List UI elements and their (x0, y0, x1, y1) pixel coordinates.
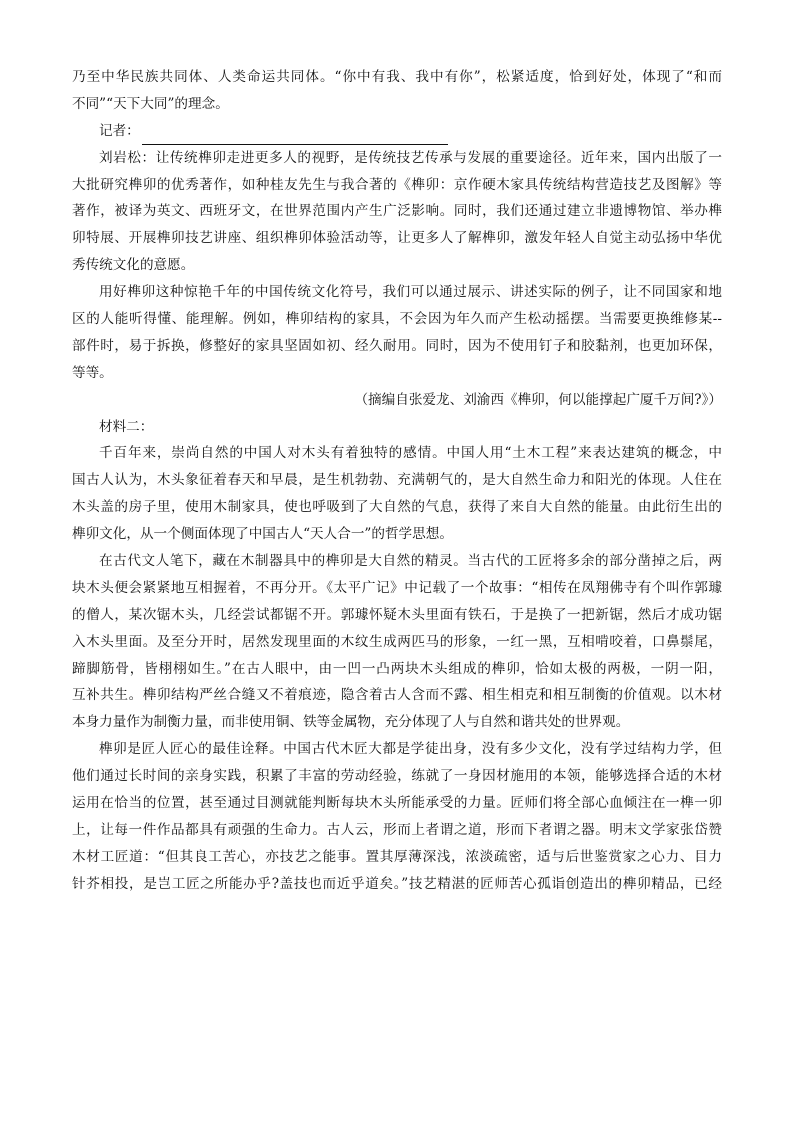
line-text: 针芥相投，是岂工匠之所能办乎?盖技也而近乎道矣。”技艺精湛的匠师苦心孤诣创造出的榫卯精品，已经 (72, 875, 722, 892)
document-page (72, 64, 722, 898)
line-text: 区的人能听得懂、能理解。例如，榫卯结构的家具，不会因为年久而产生松动摇摆。当需要更换维修某-- (72, 311, 722, 328)
text-line (72, 64, 722, 91)
line-text: 在古代文人笔下，藏在木制器具中的榫卯是大自然的精灵。当古代的工匠将多余的部分凿掉之后，两 (99, 553, 722, 570)
line-text: 材料二： (99, 418, 154, 435)
line-text: 部件时，易于拆换，修整好的家具坚固如初、经久耐用。同时，因为不使用钉子和胶黏剂，也更加环保， (72, 337, 722, 354)
text-line (72, 306, 722, 333)
text-line (72, 736, 722, 763)
line-text: 木头盖的房子里，使用木制家具，使也呼吸到了大自然的气息，获得了来自大自然的能量。由此衍生出的 (72, 499, 722, 516)
text-line (72, 602, 722, 629)
line-text: 块木头便会紧紧地互相握着，不再分开。《太平广记》中记载了一个故事：“相传在凤翔佛寺有个叫作郭璩 (72, 579, 722, 596)
line-text: 榫卯是匠人匠心的最佳诠释。中国古代木匠大都是学徒出身，没有多少文化，没有学过结构力学，但 (99, 741, 722, 758)
line-text: 卯特展、开展榫卯技艺讲座、组织榫卯体验活动等，让更多人了解榫卯，激发年轻人自觉主动弘扬中华优 (72, 230, 722, 247)
text-line (72, 414, 722, 441)
line-text: 国古人认为，木头象征着春天和早晨，是生机勃勃、充满朝气的，是大自然生命力和阳光的体现。人住在 (72, 472, 722, 489)
line-text: 本身力量作为制衡力量，而非使用铜、铁等金属物，充分体现了人与自然和谐共处的世界观。 (72, 714, 630, 731)
answer-blank[interactable] (142, 127, 448, 145)
text-line (72, 682, 722, 709)
text-line (72, 172, 722, 199)
line-text: 榫卯文化，从一个侧面体现了中国古人“天人合一”的哲学思想。 (72, 526, 453, 543)
text-line (72, 198, 722, 225)
text-line (72, 548, 722, 575)
text-line (72, 656, 722, 683)
text-line (72, 763, 722, 790)
text-line (72, 440, 722, 467)
text-line (72, 871, 722, 898)
line-text: 他们通过长时间的亲身实践，积累了丰富的劳动经验，练就了一身因材施用的本领，能够选择合适的木材 (72, 768, 722, 785)
line-text: 用好榫卯这种惊艳千年的中国传统文化符号，我们可以通过展示、讲述实际的例子，让不同国家和地 (99, 284, 722, 301)
text-line (72, 575, 722, 602)
line-text: 大批研究榫卯的优秀著作，如种桂友先生与我合著的《榫卯：京作硬木家具传统结构营造技艺及图解》等 (72, 176, 722, 193)
line-text: 的僧人，某次锯木头，几经尝试都锯不开。郭璩怀疑木头里面有铁石，于是换了一把新锯，然后才成功锯 (72, 606, 722, 623)
text-line (72, 387, 722, 414)
text-line (72, 467, 722, 494)
text-line (72, 118, 722, 145)
text-line (72, 844, 722, 871)
line-text: 记者： (99, 122, 140, 139)
line-text: （摘编自张爱龙、刘渝西《榫卯，何以能撑起广厦千万间?》） (354, 391, 722, 408)
text-line (72, 252, 722, 279)
line-text: 上，让每一件作品都具有顽强的生命力。古人云，形而上者谓之道，形而下者谓之器。明末文学家张岱赞 (72, 821, 722, 838)
line-text: 乃至中华民族共同体、人类命运共同体。“你中有我、我中有你”，松紧适度，恰到好处，体现了“和而 (72, 69, 722, 85)
text-line (72, 333, 722, 360)
line-text: 入木头里面。及至分开时，居然发现里面的木纹生成两匹马的形象，一红一黑，互相啃咬着，口鼻鬃尾， (72, 633, 722, 650)
text-line (72, 709, 722, 736)
line-text: 等等。 (72, 364, 113, 381)
line-text: 互补共生。榫卯结构严丝合缝又不着痕迹，隐含着古人含而不露、相生相克和相互制衡的价值观。以木材 (72, 687, 722, 704)
text-line (72, 790, 722, 817)
line-text: 运用在恰当的位置，甚至通过目测就能判断每块木头所能承受的力量。匠师们将全部心血倾注在一榫一卯 (72, 795, 722, 812)
line-text: 刘岩松：让传统榫卯走进更多人的视野，是传统技艺传承与发展的重要途径。近年来，国内出版了一 (99, 149, 722, 166)
line-text: 秀传统文化的意愿。 (72, 257, 195, 274)
text-line (72, 629, 722, 656)
line-text: 木材工匠道：“但其良工苦心，亦技艺之能事。置其厚薄深浅，浓淡疏密，适与后世鉴赏家之心力、目力 (72, 848, 722, 865)
line-text: 著作，被译为英文、西班牙文，在世界范围内产生广泛影响。同时，我们还通过建立非遗博物馆、举办榫 (72, 203, 722, 220)
line-text: 蹄脚筋骨，皆栩栩如生。”在古人眼中，由一凹一凸两块木头组成的榫卯，恰如太极的两极，一阴一阳， (72, 660, 722, 677)
text-line (72, 279, 722, 306)
text-line (72, 494, 722, 521)
text-line (72, 521, 722, 548)
line-text: 千百年来，崇尚自然的中国人对木头有着独特的感情。中国人用“土木工程”来表达建筑的概念，中 (99, 445, 722, 462)
text-line (72, 91, 722, 118)
text-line (72, 225, 722, 252)
text-line (72, 817, 722, 844)
line-text: 不同”“天下大同”的理念。 (72, 95, 229, 112)
text-line (72, 360, 722, 387)
text-line (72, 145, 722, 172)
